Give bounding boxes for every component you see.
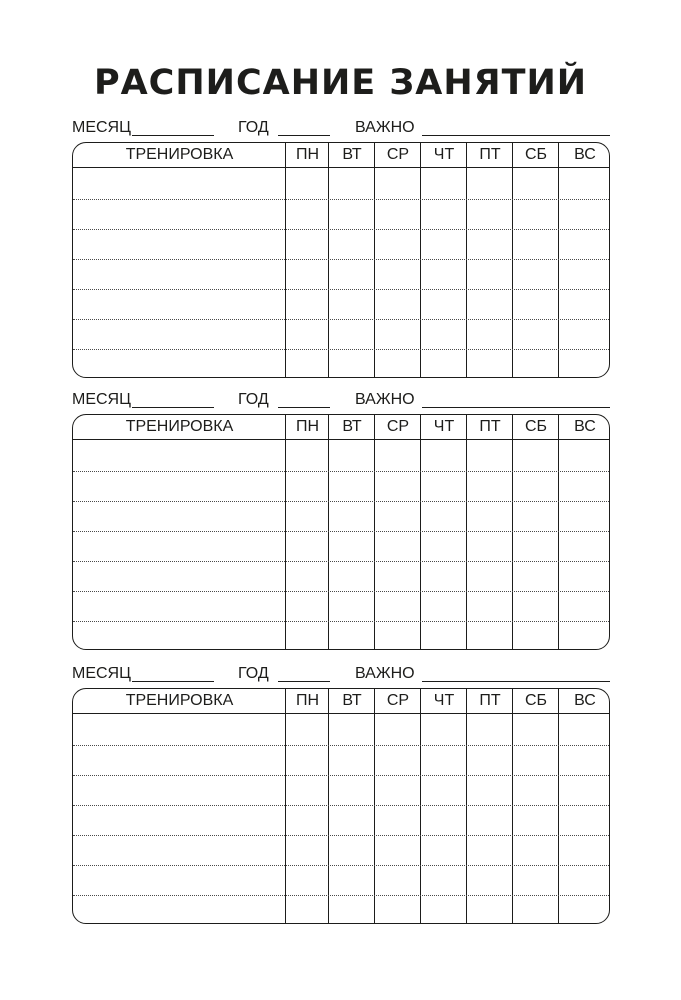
column-header: СР xyxy=(386,692,410,709)
month-field[interactable] xyxy=(132,681,214,682)
column-divider xyxy=(328,689,329,923)
column-header: ПН xyxy=(295,418,320,435)
column-header: СР xyxy=(386,146,410,163)
year-label: ГОД xyxy=(238,665,269,682)
section-meta xyxy=(72,118,610,140)
column-header: ЧТ xyxy=(433,146,455,163)
column-header: ПН xyxy=(295,146,320,163)
column-header: СБ xyxy=(524,146,548,163)
column-divider xyxy=(374,689,375,923)
important-field[interactable] xyxy=(422,407,610,408)
column-divider xyxy=(512,143,513,377)
column-header: ВТ xyxy=(342,418,362,435)
table-header xyxy=(73,689,609,714)
table-header xyxy=(73,143,609,168)
table-row[interactable] xyxy=(73,561,609,562)
page-title: РАСПИСАНИЕ ЗАНЯТИЙ xyxy=(93,63,588,103)
column-divider xyxy=(285,143,286,377)
table-row[interactable] xyxy=(73,289,609,290)
table-row[interactable] xyxy=(73,895,609,896)
year-field[interactable] xyxy=(278,135,330,136)
table-row[interactable] xyxy=(73,229,609,230)
table-row[interactable] xyxy=(73,745,609,746)
month-field[interactable] xyxy=(132,407,214,408)
column-divider xyxy=(420,143,421,377)
column-divider xyxy=(285,689,286,923)
column-divider xyxy=(285,415,286,649)
year-label: ГОД xyxy=(238,119,269,136)
year-field[interactable] xyxy=(278,681,330,682)
important-label: ВАЖНО xyxy=(355,119,415,136)
section-meta xyxy=(72,390,610,412)
important-field[interactable] xyxy=(422,681,610,682)
column-header: СР xyxy=(386,418,410,435)
column-divider xyxy=(374,143,375,377)
column-divider xyxy=(558,689,559,923)
table-row[interactable] xyxy=(73,805,609,806)
column-header: ВС xyxy=(574,146,596,163)
column-header: ВТ xyxy=(342,146,362,163)
column-divider xyxy=(558,143,559,377)
important-label: ВАЖНО xyxy=(355,665,415,682)
month-field[interactable] xyxy=(132,135,214,136)
schedule-section-3 xyxy=(72,664,610,924)
month-label: МЕСЯЦ xyxy=(72,665,131,682)
table-row[interactable] xyxy=(73,471,609,472)
column-divider xyxy=(512,415,513,649)
column-divider xyxy=(558,415,559,649)
column-divider xyxy=(466,415,467,649)
column-header: СБ xyxy=(524,692,548,709)
column-header: ВС xyxy=(574,418,596,435)
column-divider xyxy=(374,415,375,649)
column-header: СБ xyxy=(524,418,548,435)
table-row[interactable] xyxy=(73,591,609,592)
column-divider xyxy=(466,143,467,377)
column-divider xyxy=(328,143,329,377)
table-row[interactable] xyxy=(73,349,609,350)
month-label: МЕСЯЦ xyxy=(72,119,131,136)
column-header: ЧТ xyxy=(433,692,455,709)
column-header: ВС xyxy=(574,692,596,709)
table-row[interactable] xyxy=(73,199,609,200)
schedule-table xyxy=(72,688,610,924)
schedule-table xyxy=(72,142,610,378)
month-label: МЕСЯЦ xyxy=(72,391,131,408)
column-header: ТРЕНИРОВКА xyxy=(125,146,234,163)
column-divider xyxy=(420,415,421,649)
column-header: ПТ xyxy=(479,418,501,435)
year-field[interactable] xyxy=(278,407,330,408)
table-row[interactable] xyxy=(73,775,609,776)
table-row[interactable] xyxy=(73,865,609,866)
important-field[interactable] xyxy=(422,135,610,136)
column-header: ТРЕНИРОВКА xyxy=(125,418,234,435)
table-row[interactable] xyxy=(73,621,609,622)
column-divider xyxy=(512,689,513,923)
important-label: ВАЖНО xyxy=(355,391,415,408)
table-header xyxy=(73,415,609,440)
column-header: ПН xyxy=(295,692,320,709)
column-header: ПТ xyxy=(479,692,501,709)
column-divider xyxy=(328,415,329,649)
column-divider xyxy=(420,689,421,923)
column-header: ЧТ xyxy=(433,418,455,435)
year-label: ГОД xyxy=(238,391,269,408)
table-row[interactable] xyxy=(73,531,609,532)
table-row[interactable] xyxy=(73,835,609,836)
schedule-table xyxy=(72,414,610,650)
column-divider xyxy=(466,689,467,923)
column-header: ТРЕНИРОВКА xyxy=(125,692,234,709)
table-row[interactable] xyxy=(73,501,609,502)
table-row[interactable] xyxy=(73,259,609,260)
schedule-section-2 xyxy=(72,390,610,650)
column-header: ВТ xyxy=(342,692,362,709)
column-header: ПТ xyxy=(479,146,501,163)
table-row[interactable] xyxy=(73,319,609,320)
section-meta xyxy=(72,664,610,686)
schedule-section-1 xyxy=(72,118,610,378)
